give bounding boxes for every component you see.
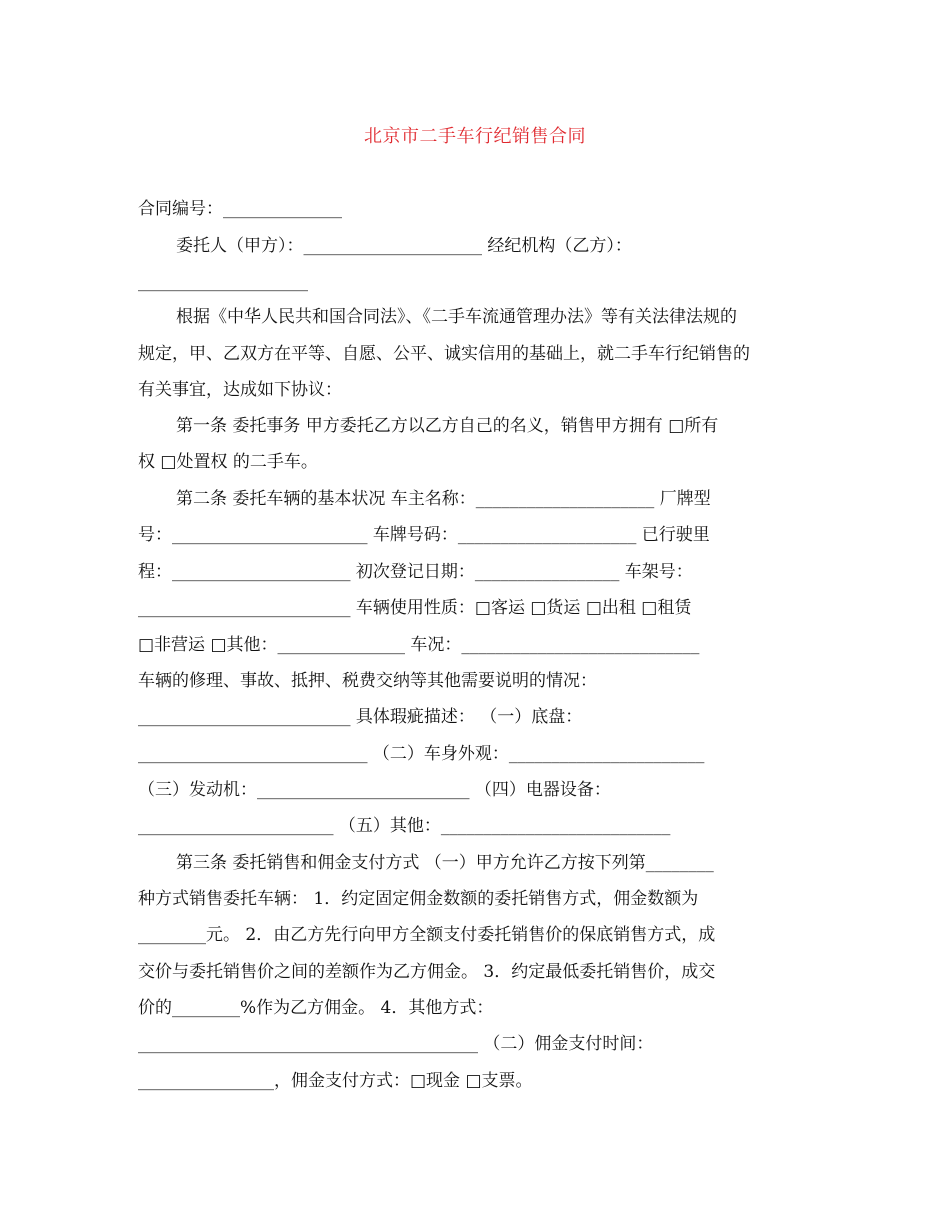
- preamble-line-1: 根据《中华人民共和国合同法》、《二手车流通管理办法》等有关法律法规的: [176, 307, 737, 327]
- article-2-line-1: 第二条 委托车辆的基本状况 车主名称：_____________________ 厂牌型: [176, 489, 711, 509]
- article-2-line-8: ___________________________ （二）车身外观：_______________________: [138, 744, 705, 764]
- article-2-line-2: 号：_______________________ 车牌号码：_____________________ 已行驶里: [138, 525, 710, 545]
- parties-line: 委托人（甲方）：_____________________ 经纪机构（乙方）：: [176, 236, 632, 256]
- article-3-line-7: ________________，佣金支付方式：□现金 □支票。: [138, 1071, 533, 1091]
- agency-blank-line: ____________________: [138, 272, 308, 292]
- article-2-line-10: _______________________ （五）其他：___________________________: [138, 816, 671, 836]
- article-3-line-4: 交价与委托销售价之间的差额作为乙方佣金。 3．约定最低委托销售价，成交: [138, 962, 716, 982]
- article-3-line-3: ________元。 2．由乙方先行向甲方全额支付委托销售价的保底销售方式，成: [138, 925, 716, 945]
- preamble-line-3: 有关事宜，达成如下协议：: [138, 380, 342, 400]
- article-1-line-2: 权 □处置权 的二手车。: [138, 452, 318, 472]
- article-2-line-7: _________________________ 具体瑕疵描述： （一）底盘：: [138, 707, 583, 727]
- article-2-line-6: 车辆的修理、事故、抵押、税费交纳等其他需要说明的情况：: [138, 671, 597, 691]
- contract-number-line: 合同编号：______________: [138, 199, 342, 219]
- article-3-line-2: 种方式销售委托车辆： 1．约定固定佣金数额的委托销售方式，佣金数额为: [138, 889, 699, 909]
- article-3-line-6: ________________________________________ （二）佣金支付时间：: [138, 1034, 654, 1054]
- article-2-line-9: （三）发动机：_________________________ （四）电器设备：: [138, 780, 611, 800]
- article-2-line-5: □非营运 □其他：_______________ 车况：____________________________: [138, 635, 700, 655]
- article-3-line-1: 第三条 委托销售和佣金支付方式 （一）甲方允许乙方按下列第________: [176, 853, 714, 873]
- article-1-line-1: 第一条 委托事务 甲方委托乙方以乙方自己的名义，销售甲方拥有 □所有: [176, 416, 719, 436]
- preamble-line-2: 规定，甲、乙双方在平等、自愿、公平、诚实信用的基础上，就二手车行纪销售的: [138, 344, 750, 364]
- article-3-line-5: 价的________%作为乙方佣金。 4．其他方式：: [138, 998, 494, 1018]
- document-title: 北京市二手车行纪销售合同: [364, 126, 586, 147]
- article-2-line-3: 程：_____________________ 初次登记日期：_________________ 车架号：: [138, 562, 693, 582]
- article-2-line-4: _________________________ 车辆使用性质：□客运 □货运 □出租 □租赁: [138, 598, 692, 618]
